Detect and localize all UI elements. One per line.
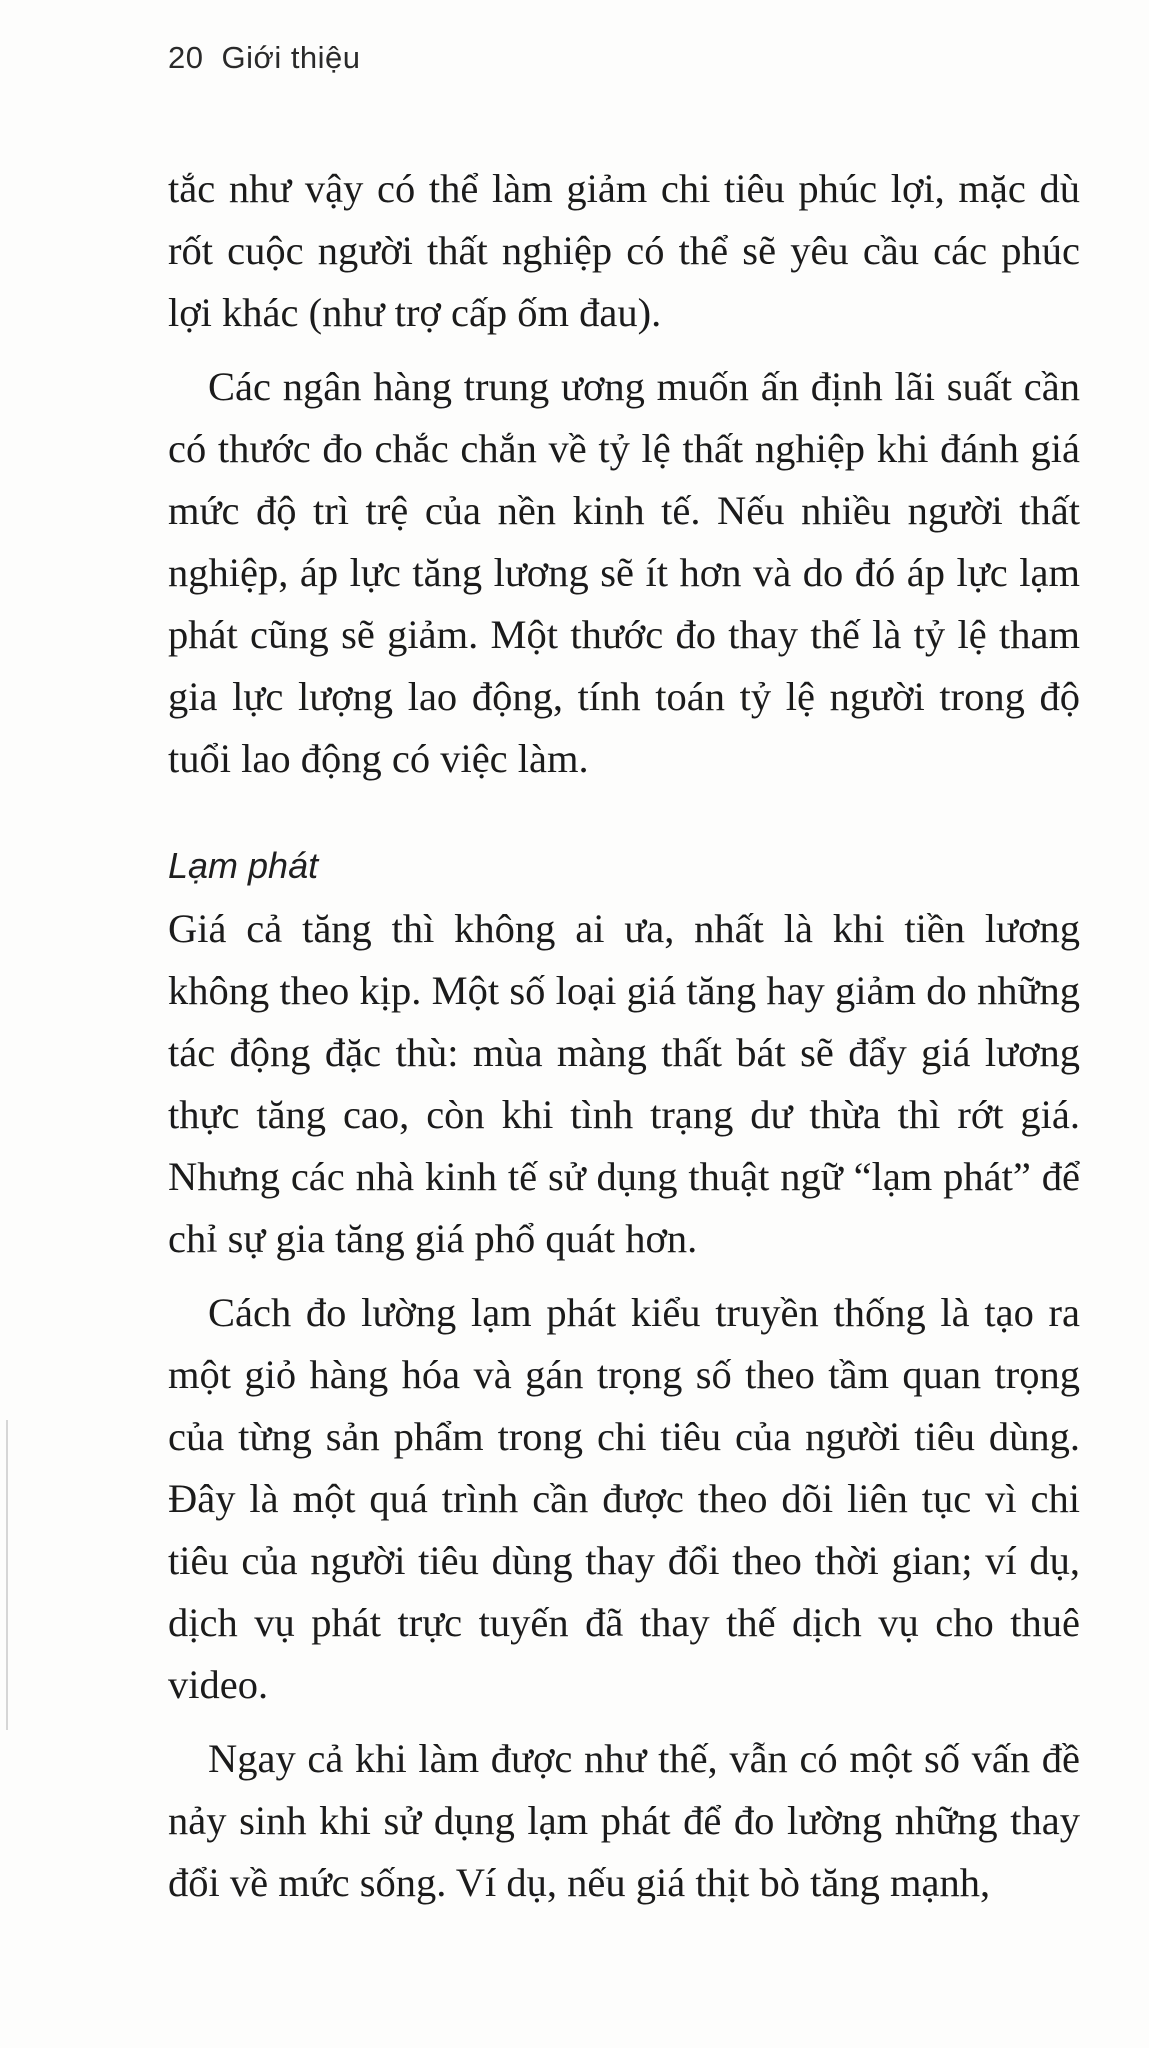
paragraph-central-banks: Các ngân hàng trung ương muốn ấn định lãi suất cần có thước đo chắc chắn về tỷ lệ thất nghiệp khi đánh giá mức độ trì trệ của nền kinh tế. Nếu nhiều người thất nghiệp, áp lực tăng lương sẽ ít hơn và do đó áp lực lạm phát cũng sẽ giảm. Một thước đo thay thế là tỷ lệ tham gia lực lượng lao động, tính toán tỷ lệ người trong độ tuổi lao động có việc làm. xyxy=(168,364,1080,781)
scan-edge-mark xyxy=(6,1420,8,1730)
running-header xyxy=(168,40,361,76)
paragraph-inflation-measurement: Cách đo lường lạm phát kiểu truyền thống là tạo ra một giỏ hàng hóa và gán trọng số theo tầm quan trọng của từng sản phẩm trong chi tiêu của người tiêu dùng. Đây là một quá trình cần được theo dõi liên tục vì chi tiêu của người tiêu dùng thay đổi theo thời gian; ví dụ, dịch vụ phát trực tuyến đã thay thế dịch vụ cho thuê video. xyxy=(168,1290,1080,1707)
body-text xyxy=(168,158,1080,1914)
paragraph-inflation-intro: Giá cả tăng thì không ai ưa, nhất là khi tiền lương không theo kịp. Một số loại giá tăng hay giảm do những tác động đặc thù: mùa màng thất bát sẽ đẩy giá lương thực tăng cao, còn khi tình trạng dư thừa thì rớt giá. Nhưng các nhà kinh tế sử dụng thuật ngữ “lạm phát” để chỉ sự gia tăng giá phổ quát hơn. xyxy=(168,906,1080,1261)
paragraph-living-standards: Ngay cả khi làm được như thế, vẫn có một số vấn đề nảy sinh khi sử dụng lạm phát để đo lường những thay đổi về mức sống. Ví dụ, nếu giá thịt bò tăng mạnh, xyxy=(168,1736,1080,1905)
paragraph-continuation: tắc như vậy có thể làm giảm chi tiêu phúc lợi, mặc dù rốt cuộc người thất nghiệp có thể sẽ yêu cầu các phúc lợi khác (như trợ cấp ốm đau). xyxy=(168,166,1080,335)
page-number: 20 xyxy=(168,40,204,75)
section-heading-inflation: Lạm phát xyxy=(168,845,319,886)
section-title: Giới thiệu xyxy=(221,40,361,75)
